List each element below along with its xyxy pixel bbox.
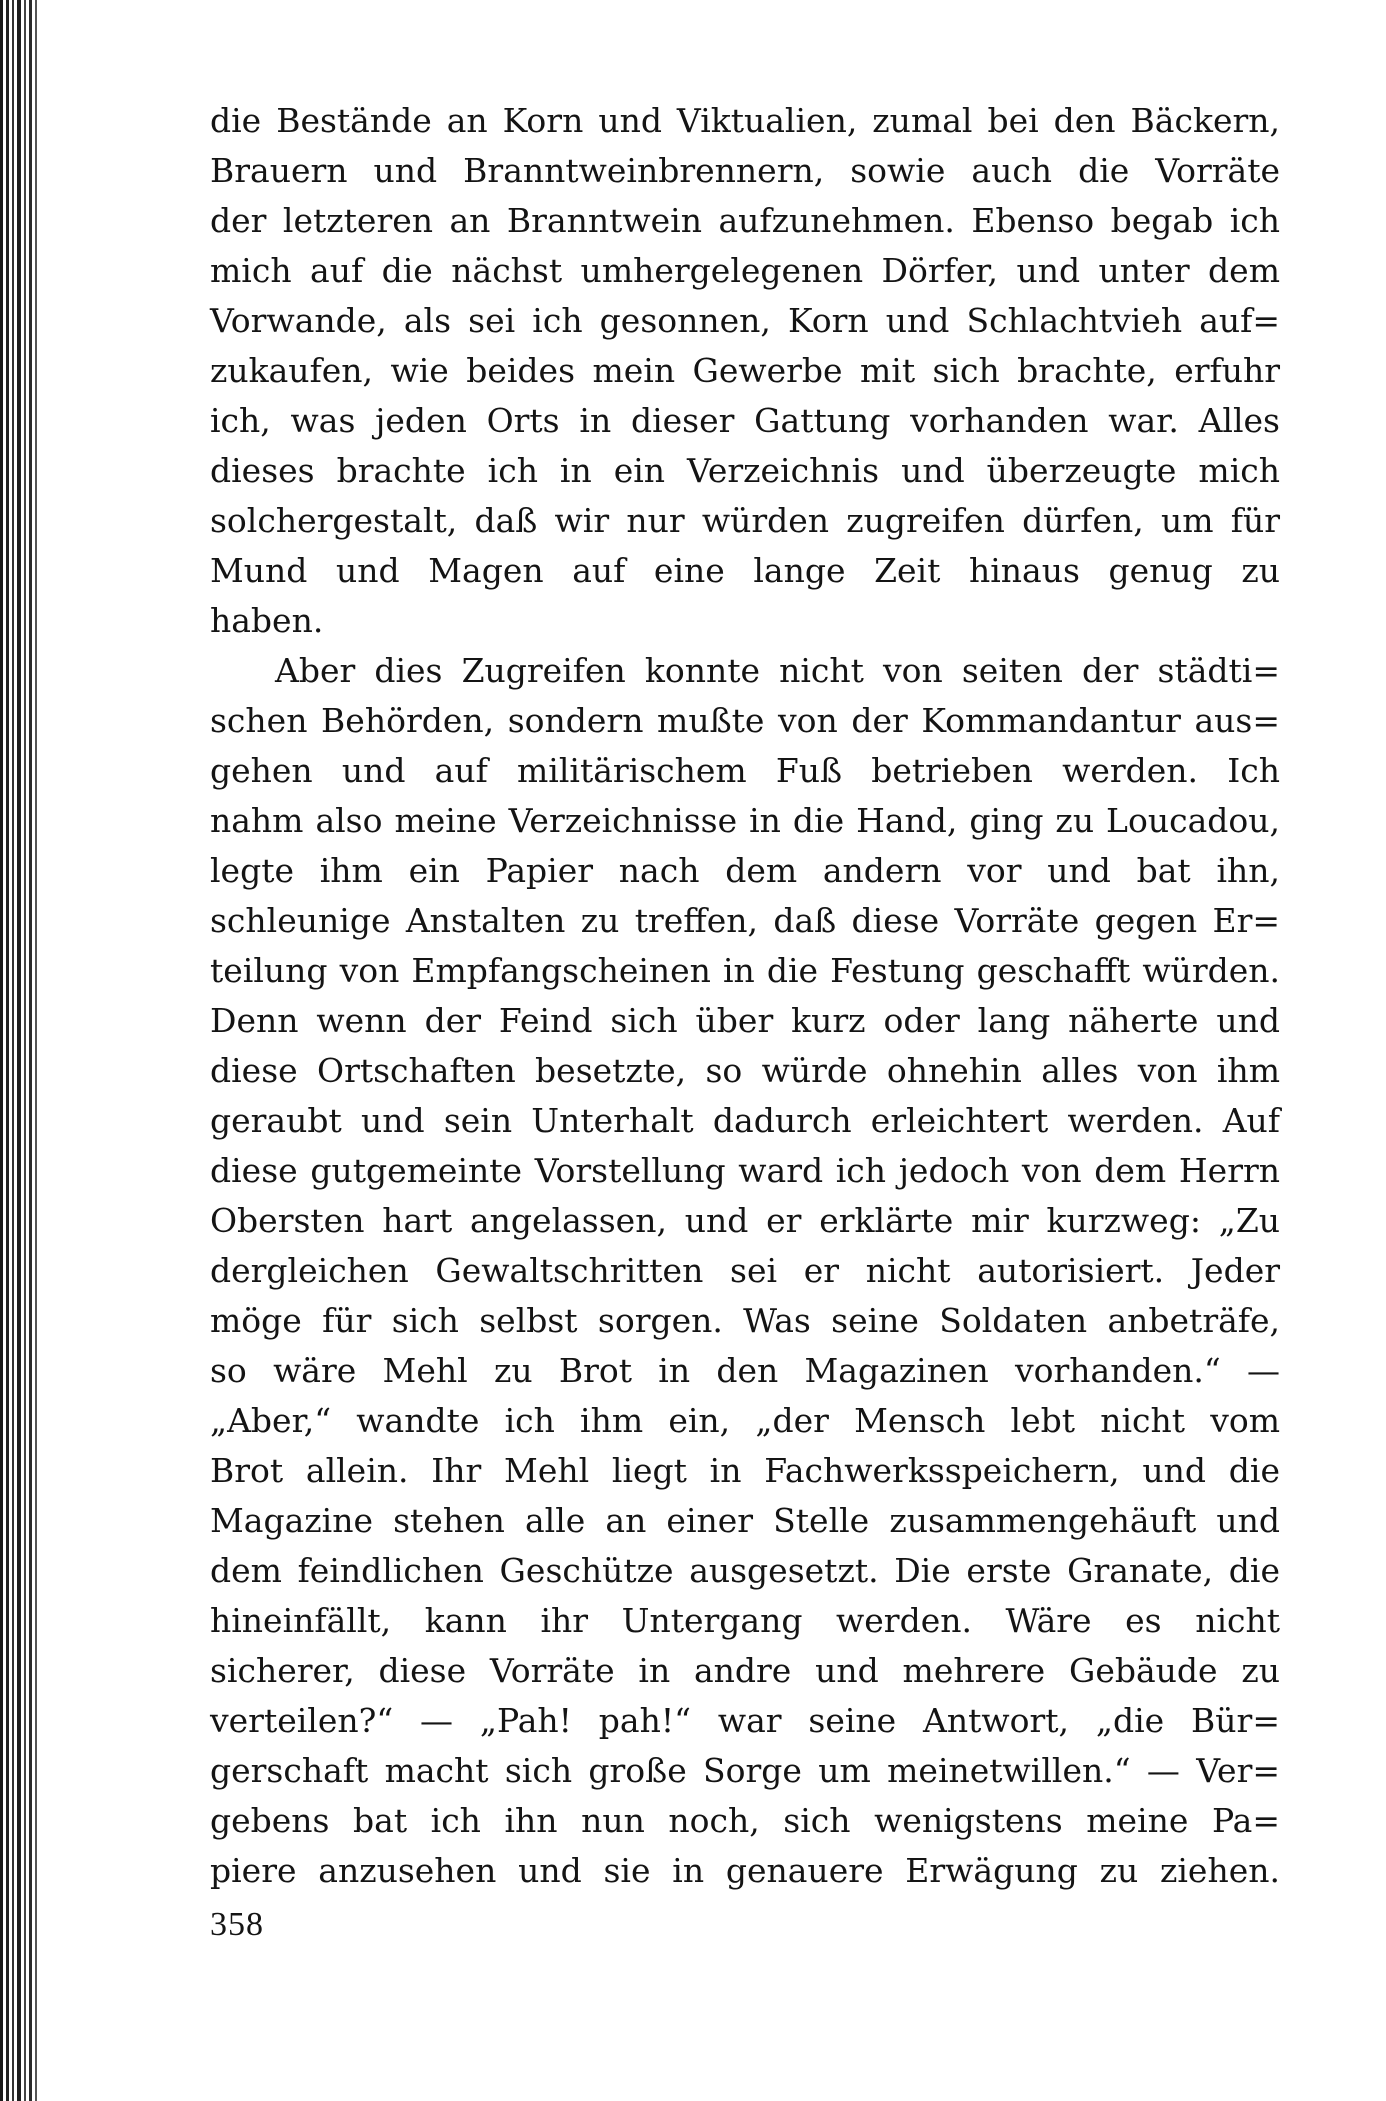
text-line: zukaufen, wie beides mein Gewerbe mit sich brachte, erfuhr <box>210 351 1280 390</box>
text-line: haben. <box>210 601 324 640</box>
book-page <box>210 96 1280 1950</box>
text-line: Brot allein. Ihr Mehl liegt in Fachwerksspeichern, und die <box>210 1451 1280 1490</box>
text-line: Mund und Magen auf eine lange Zeit hinaus genug zu <box>210 551 1280 590</box>
text-line: geraubt und sein Unterhalt dadurch erleichtert werden. Auf <box>210 1101 1280 1140</box>
text-line: dieses brachte ich in ein Verzeichnis und überzeugte mich <box>210 451 1280 490</box>
text-line: Obersten hart angelassen, und er erklärte mir kurzweg: „Zu <box>210 1201 1280 1240</box>
text-line: dergleichen Gewaltschritten sei er nicht autorisiert. Jeder <box>210 1251 1280 1290</box>
text-line: schleunige Anstalten zu treffen, daß diese Vorräte gegen Er= <box>210 901 1280 940</box>
text-line: gehen und auf militärischem Fuß betrieben werden. Ich <box>210 751 1280 790</box>
text-line: Brauern und Branntweinbrennern, sowie auch die Vorräte <box>210 151 1280 190</box>
text-line: Aber dies Zugreifen konnte nicht von seiten der städti= <box>275 651 1280 690</box>
text-line: piere anzusehen und sie in genauere Erwägung zu ziehen. <box>210 1851 1280 1890</box>
text-line: die Bestände an Korn und Viktualien, zumal bei den Bäckern, <box>210 101 1280 140</box>
text-line: hineinfällt, kann ihr Untergang werden. Wäre es nicht <box>210 1601 1280 1640</box>
text-line: Denn wenn der Feind sich über kurz oder lang näherte und <box>210 1001 1280 1040</box>
text-line: gebens bat ich ihn nun noch, sich wenigstens meine Pa= <box>210 1801 1280 1840</box>
text-line: diese Ortschaften besetzte, so würde ohnehin alles von ihm <box>210 1051 1280 1090</box>
text-line: ich, was jeden Orts in dieser Gattung vorhanden war. Alles <box>210 401 1280 440</box>
text-line: sicherer, diese Vorräte in andre und mehrere Gebäude zu <box>210 1651 1280 1690</box>
text-line: verteilen?“ — „Pah! pah!“ war seine Antwort, „die Bür= <box>210 1701 1280 1740</box>
text-line: gerschaft macht sich große Sorge um meinetwillen.“ — Ver= <box>210 1751 1280 1790</box>
text-line: möge für sich selbst sorgen. Was seine Soldaten anbeträfe, <box>210 1301 1280 1340</box>
text-line: Magazine stehen alle an einer Stelle zusammengehäuft und <box>210 1501 1280 1540</box>
text-line: diese gutgemeinte Vorstellung ward ich jedoch von dem Herrn <box>210 1151 1280 1190</box>
text-line: der letzteren an Branntwein aufzunehmen. Ebenso begab ich <box>210 201 1280 240</box>
text-line: mich auf die nächst umhergelegenen Dörfer, und unter dem <box>210 251 1280 290</box>
text-line: „Aber,“ wandte ich ihm ein, „der Mensch lebt nicht vom <box>210 1401 1280 1440</box>
text-line: so wäre Mehl zu Brot in den Magazinen vorhanden.“ — <box>210 1351 1280 1390</box>
text-line: dem feindlichen Geschütze ausgesetzt. Die erste Granate, die <box>210 1551 1280 1590</box>
text-line: teilung von Empfangscheinen in die Festung geschafft würden. <box>210 951 1280 990</box>
text-line: solchergestalt, daß wir nur würden zugreifen dürfen, um für <box>210 501 1280 540</box>
page-binding-edge <box>0 0 44 2101</box>
paragraph-1 <box>210 96 1280 646</box>
text-line: schen Behörden, sondern mußte von der Kommandantur aus= <box>210 701 1280 740</box>
text-line: legte ihm ein Papier nach dem andern vor und bat ihn, <box>210 851 1280 890</box>
paragraph-2 <box>210 646 1280 1896</box>
text-line: Vorwande, als sei ich gesonnen, Korn und Schlachtvieh auf= <box>210 301 1280 340</box>
text-line: nahm also meine Verzeichnisse in die Hand, ging zu Loucadou, <box>210 801 1280 840</box>
page-number: 358 <box>210 1906 264 1943</box>
